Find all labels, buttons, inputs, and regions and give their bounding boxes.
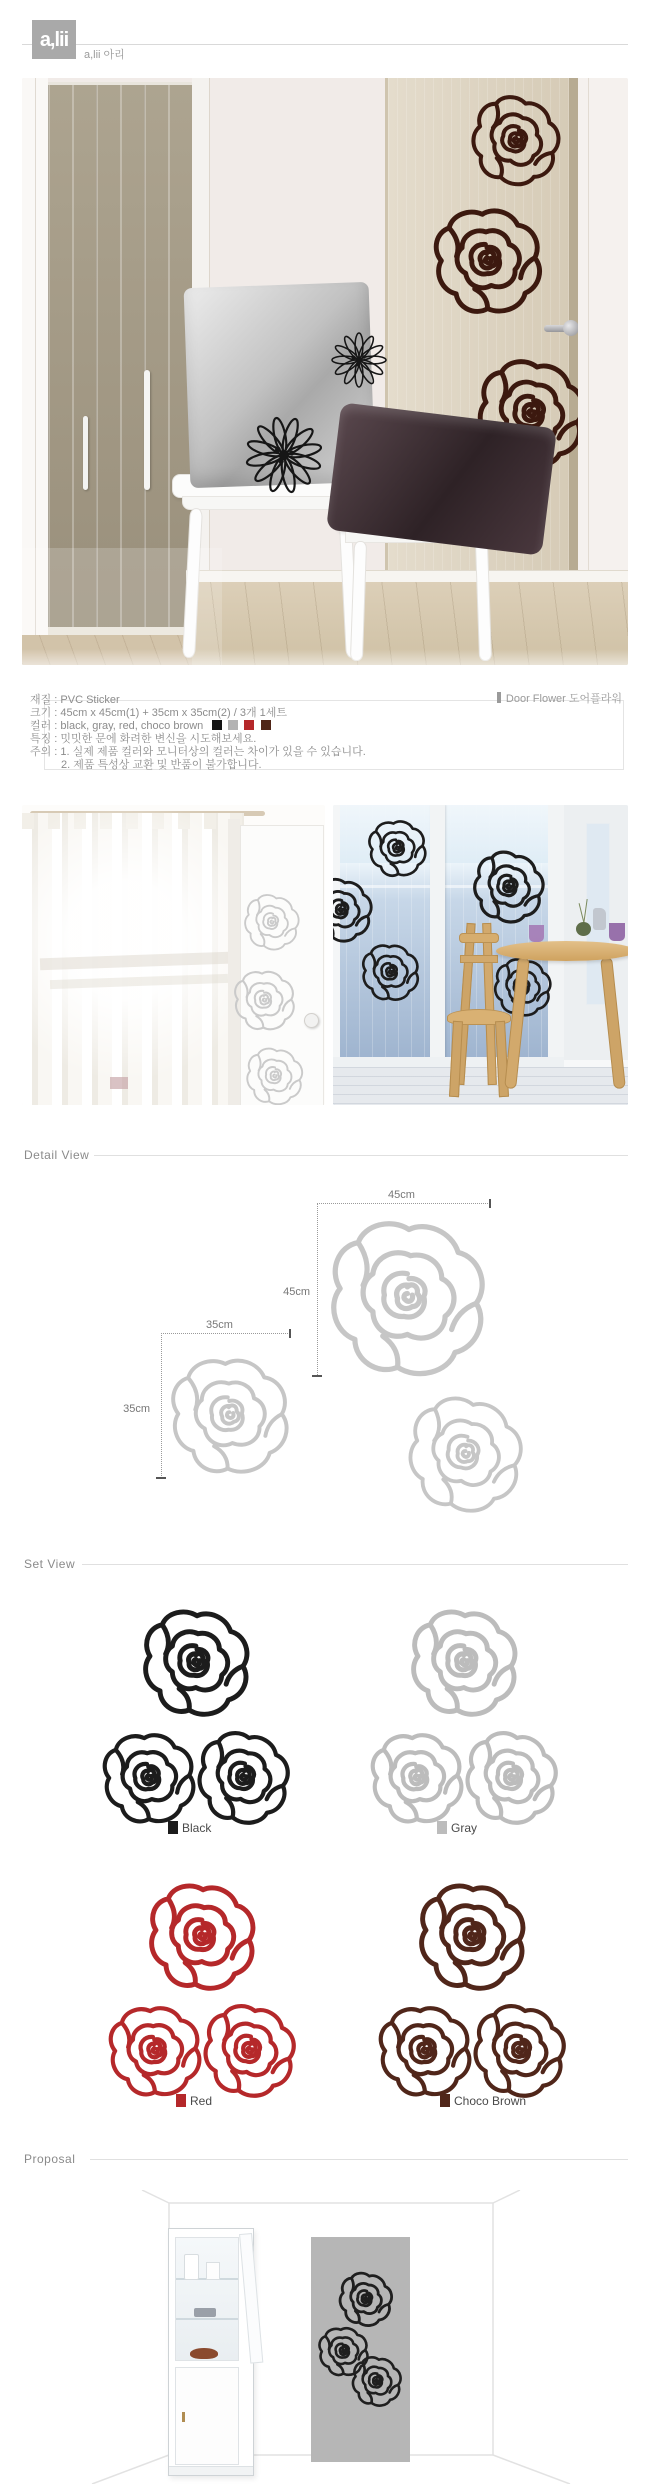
rose-decal	[333, 874, 378, 949]
rose-gray-small	[459, 1726, 566, 1833]
dim-45cm-height-line	[317, 1203, 318, 1375]
variant-swatch-red	[176, 2094, 186, 2107]
brand-tagline: a,lii 아리	[84, 49, 125, 61]
rose-decal	[349, 2354, 405, 2410]
rose-black-large	[141, 1608, 253, 1720]
dim-35cm-height-line	[161, 1333, 162, 1478]
color-swatch-black	[212, 720, 222, 730]
title-tag-bar	[497, 692, 501, 703]
variant-swatch-choco-brown	[440, 2094, 450, 2107]
lifestyle-photo-curtain	[22, 805, 325, 1105]
chair-mid-rail	[460, 955, 498, 963]
dim-45cm-width-label: 45cm	[388, 1189, 415, 1201]
dim-35cm-height-label: 35cm	[123, 1403, 150, 1415]
header-divider	[22, 44, 628, 45]
dim-45cm-width-line	[317, 1203, 490, 1204]
rose-red-large	[147, 1882, 259, 1994]
brown-bowl	[190, 2348, 218, 2359]
cabinet-base	[169, 2466, 253, 2475]
variant-label-text: Gray	[451, 1821, 478, 1835]
rose-brown-small	[467, 1999, 574, 2106]
wardrobe-handle	[83, 416, 88, 490]
variant-label-choco-brown	[440, 2094, 526, 2108]
rose-gray-small	[364, 1725, 472, 1833]
cabinet-glass-section	[175, 2237, 239, 2361]
rose-gray-large	[409, 1608, 521, 1720]
info-feature: 특징 : 밋밋한 문에 화려한 변신을 시도해보세요.	[30, 733, 257, 745]
glass-frame-middle	[430, 805, 445, 1067]
rose-decal	[243, 1045, 307, 1105]
rose-decal	[238, 889, 305, 956]
color-swatch-gray	[228, 720, 238, 730]
dim-35cm-width-line	[161, 1333, 290, 1334]
variant-swatch-black	[168, 1821, 178, 1834]
rose-decal	[363, 814, 433, 884]
variant-label-gray	[437, 1821, 477, 1835]
glass-shelf	[176, 2318, 238, 2320]
rose-brown-small	[372, 1998, 480, 2106]
whitewash-floor	[333, 1067, 628, 1105]
rose-decal	[359, 941, 423, 1005]
info-caution-2: 2. 제품 특성상 교환 및 반품이 불가합니다.	[61, 759, 262, 771]
dim-tick	[312, 1375, 322, 1377]
set-view-rule	[82, 1564, 628, 1565]
detail-view-heading: Detail View	[24, 1148, 90, 1162]
info-material: 재질 : PVC Sticker	[30, 694, 120, 706]
variant-label-text: Choco Brown	[454, 2094, 527, 2108]
rose-outline-35cm	[398, 1388, 534, 1524]
gray-tray	[194, 2308, 216, 2317]
white-jar	[184, 2254, 199, 2280]
main-product-photo	[22, 78, 628, 665]
door-knob	[304, 1013, 319, 1028]
proposal-rule	[90, 2159, 628, 2160]
lifestyle-photo-window	[333, 805, 628, 1105]
variant-label-red	[176, 2094, 212, 2108]
display-cabinet	[168, 2228, 254, 2476]
title-tag-text: Door Flower 도어플라워	[505, 693, 622, 705]
rose-red-small	[102, 1998, 213, 2108]
door-handle	[563, 320, 579, 336]
purple-cup	[609, 923, 625, 941]
variant-label-text: Black	[182, 1821, 212, 1835]
dim-tick	[156, 1477, 166, 1479]
product-title-tag	[497, 690, 622, 706]
color-swatch-brown	[261, 720, 271, 730]
rose-decal	[230, 966, 300, 1036]
proposal-door-panel	[311, 2237, 410, 2462]
daisy-decoration	[329, 330, 389, 390]
white-doorframe	[228, 819, 240, 1105]
chair-top-rail	[459, 933, 499, 943]
dim-35cm-width-label: 35cm	[206, 1319, 233, 1331]
variant-label-text: Red	[190, 2094, 213, 2108]
dim-tick	[489, 1199, 491, 1208]
info-color-text: 컬러 : black, gray, red, choco brown	[30, 720, 204, 732]
photo-corner-glow	[22, 548, 222, 665]
set-view-heading: Set View	[24, 1557, 76, 1571]
rose-decal	[426, 199, 552, 325]
brown-pillow	[326, 402, 557, 555]
glass-frame-right	[548, 805, 564, 1067]
variant-label-black	[168, 1821, 211, 1835]
pitcher	[593, 908, 606, 930]
proposal-heading: Proposal	[24, 2152, 76, 2166]
rose-outline-35cm	[163, 1349, 299, 1485]
glass-frame-bottom	[333, 1057, 564, 1067]
rose-black-small	[191, 1726, 298, 1833]
purple-cup	[529, 925, 544, 942]
right-wall-line	[588, 78, 589, 570]
brand-logo: a,lii	[32, 20, 76, 59]
plant-vase	[576, 922, 591, 936]
detail-view-rule	[94, 1155, 628, 1156]
right-wall	[578, 78, 628, 570]
rose-decal	[465, 844, 553, 932]
dim-tick	[289, 1329, 291, 1338]
rose-red-small	[197, 1999, 304, 2106]
white-cup	[206, 2262, 220, 2280]
sill-object	[110, 1077, 128, 1089]
wardrobe-handle	[144, 370, 150, 490]
table-top	[496, 941, 628, 961]
cabinet-lower-door	[175, 2367, 239, 2465]
cabinet-door-handle	[182, 2412, 185, 2422]
info-caution-1: 주의 : 1. 실제 제품 컬러와 모니터상의 컬러는 차이가 있을 수 있습니다.	[30, 746, 366, 758]
variant-swatch-gray	[437, 1821, 447, 1834]
info-size: 크기 : 45cm x 45cm(1) + 35cm x 35cm(2) / 3개 1세트	[30, 707, 288, 719]
dim-45cm-height-label: 45cm	[283, 1286, 310, 1298]
rose-outline-45cm	[327, 1218, 491, 1382]
rose-black-small	[96, 1725, 204, 1833]
color-swatch-red	[244, 720, 254, 730]
rose-brown-large	[417, 1882, 529, 1994]
